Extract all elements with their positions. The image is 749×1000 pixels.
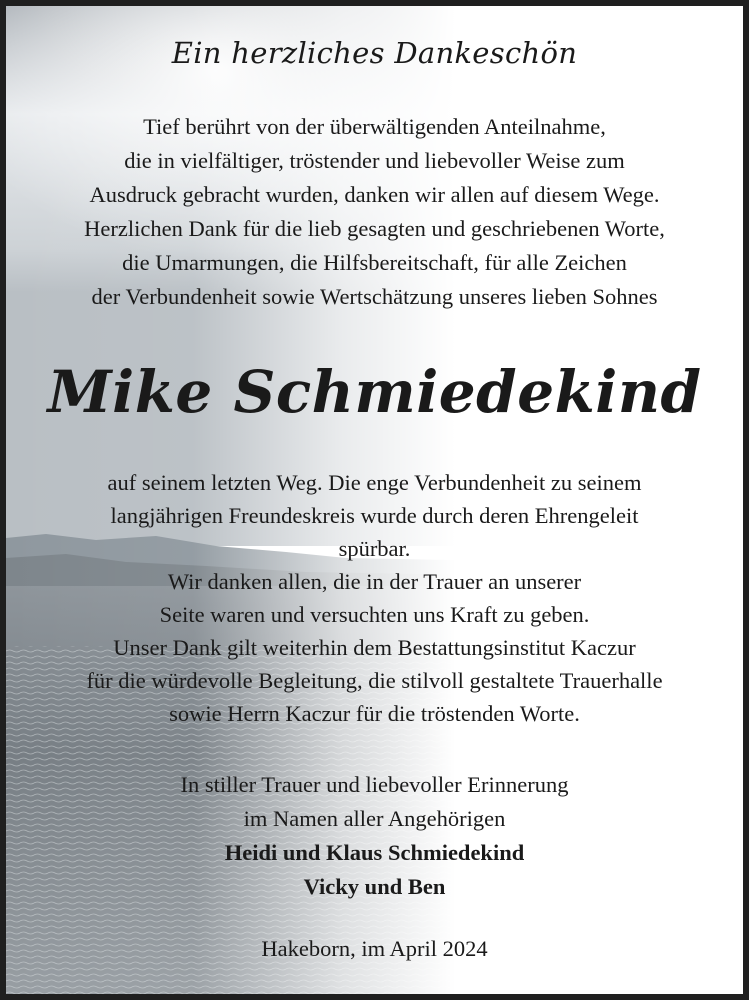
- heading: Ein herzliches Dankeschön: [171, 36, 578, 70]
- signatory: Vicky und Ben: [303, 874, 446, 899]
- deceased-name: Mike Schmiedekind: [47, 358, 702, 426]
- body-line: auf seinem letzten Weg. Die enge Verbundenheit zu seinem: [107, 470, 642, 495]
- intro-line: die in vielfältiger, tröstender und liebevoller Weise zum: [124, 148, 625, 173]
- body-line: Seite waren und versuchten uns Kraft zu geben.: [159, 602, 590, 627]
- body-line: Unser Dank gilt weiterhin dem Bestattungsinstitut Kaczur: [113, 635, 636, 660]
- body-line: spürbar.: [338, 536, 411, 561]
- closing-line: im Namen aller Angehörigen: [243, 806, 506, 831]
- thanks-paragraph: [6, 466, 743, 730]
- closing-block: [6, 768, 743, 904]
- body-line: langjährigen Freundeskreis wurde durch deren Ehrengeleit: [110, 503, 639, 528]
- closing-line: In stiller Trauer und liebevoller Erinnerung: [180, 772, 569, 797]
- body-line: für die würdevolle Begleitung, die stilvoll gestaltete Trauerhalle: [86, 668, 663, 693]
- intro-paragraph: [6, 110, 743, 314]
- body-line: sowie Herrn Kaczur für die tröstenden Worte.: [169, 701, 580, 726]
- body-line: Wir danken allen, die in der Trauer an unserer: [167, 569, 582, 594]
- place-date: Hakeborn, im April 2024: [261, 936, 488, 961]
- signatory: Heidi und Klaus Schmiedekind: [224, 840, 525, 865]
- intro-line: die Umarmungen, die Hilfsbereitschaft, für alle Zeichen: [122, 250, 627, 275]
- intro-line: Tief berührt von der überwältigenden Anteilnahme,: [143, 114, 606, 139]
- intro-line: Ausdruck gebracht wurden, danken wir allen auf diesem Wege.: [89, 182, 660, 207]
- intro-line: der Verbundenheit sowie Wertschätzung unseres lieben Sohnes: [91, 284, 658, 309]
- obituary-text: [6, 6, 743, 994]
- intro-line: Herzlichen Dank für die lieb gesagten und geschriebenen Worte,: [84, 216, 665, 241]
